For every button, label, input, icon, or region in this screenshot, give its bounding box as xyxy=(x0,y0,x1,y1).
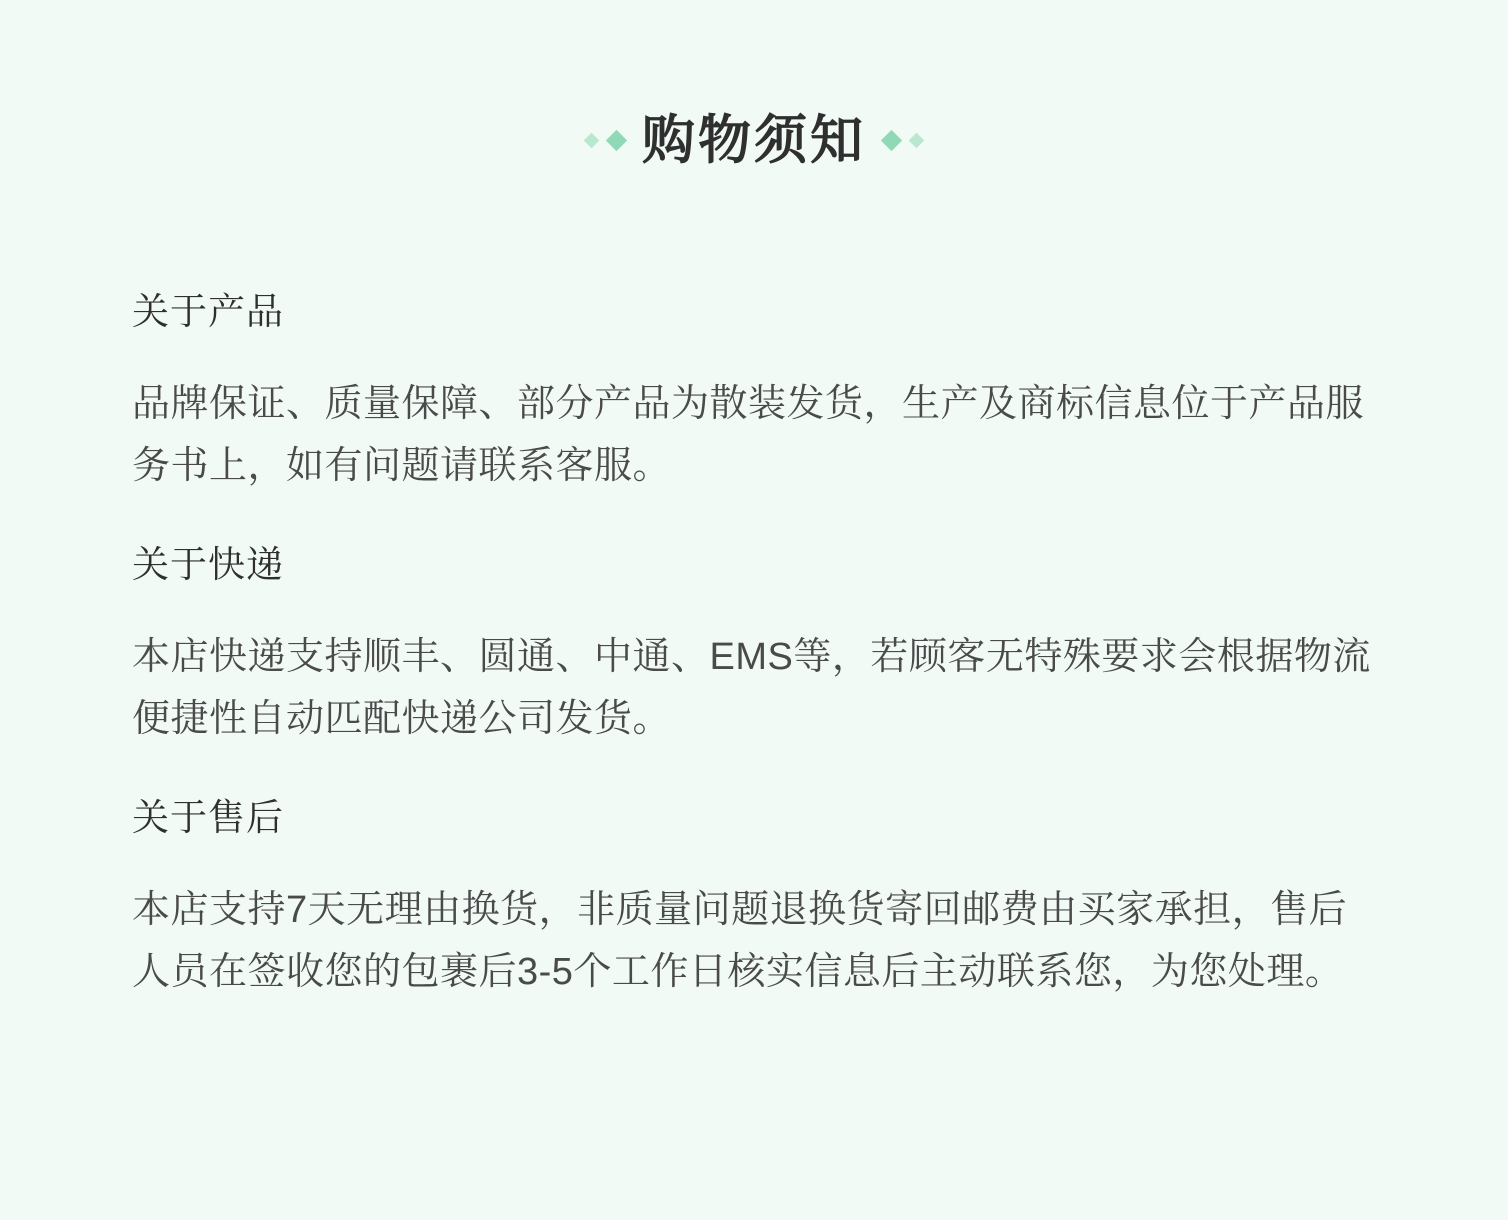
section-about-shipping xyxy=(132,541,1380,750)
title-ornament-right xyxy=(884,133,922,148)
section-body: 本店支持7天无理由换货，非质量问题退换货寄回邮费由买家承担，售后人员在签收您的包裹后3-5个工作日核实信息后主动联系您，为您处理。 xyxy=(132,889,1348,994)
diamond-large-icon xyxy=(606,129,627,150)
page-title: 购物须知 xyxy=(642,110,866,170)
page-title-row xyxy=(0,0,1508,202)
section-about-product xyxy=(132,288,1380,497)
title-ornament-left xyxy=(586,133,624,148)
section-heading: 关于产品 xyxy=(132,291,284,332)
diamond-large-icon xyxy=(881,129,902,150)
section-heading: 关于快递 xyxy=(132,544,284,586)
diamond-small-icon xyxy=(584,132,600,148)
section-about-after-sales xyxy=(132,794,1380,1003)
section-body: 品牌保证、质量保障、部分产品为散装发货，生产及商标信息位于产品服务书上，如有问题请联系客服。 xyxy=(132,383,1365,487)
section-body: 本店快递支持顺丰、圆通、中通、EMS等，若顾客无特殊要求会根据物流便捷性自动匹配快递公司发货。 xyxy=(132,636,1371,740)
diamond-small-icon xyxy=(909,132,925,148)
notice-content xyxy=(0,288,1508,1004)
section-heading: 关于售后 xyxy=(132,797,284,839)
